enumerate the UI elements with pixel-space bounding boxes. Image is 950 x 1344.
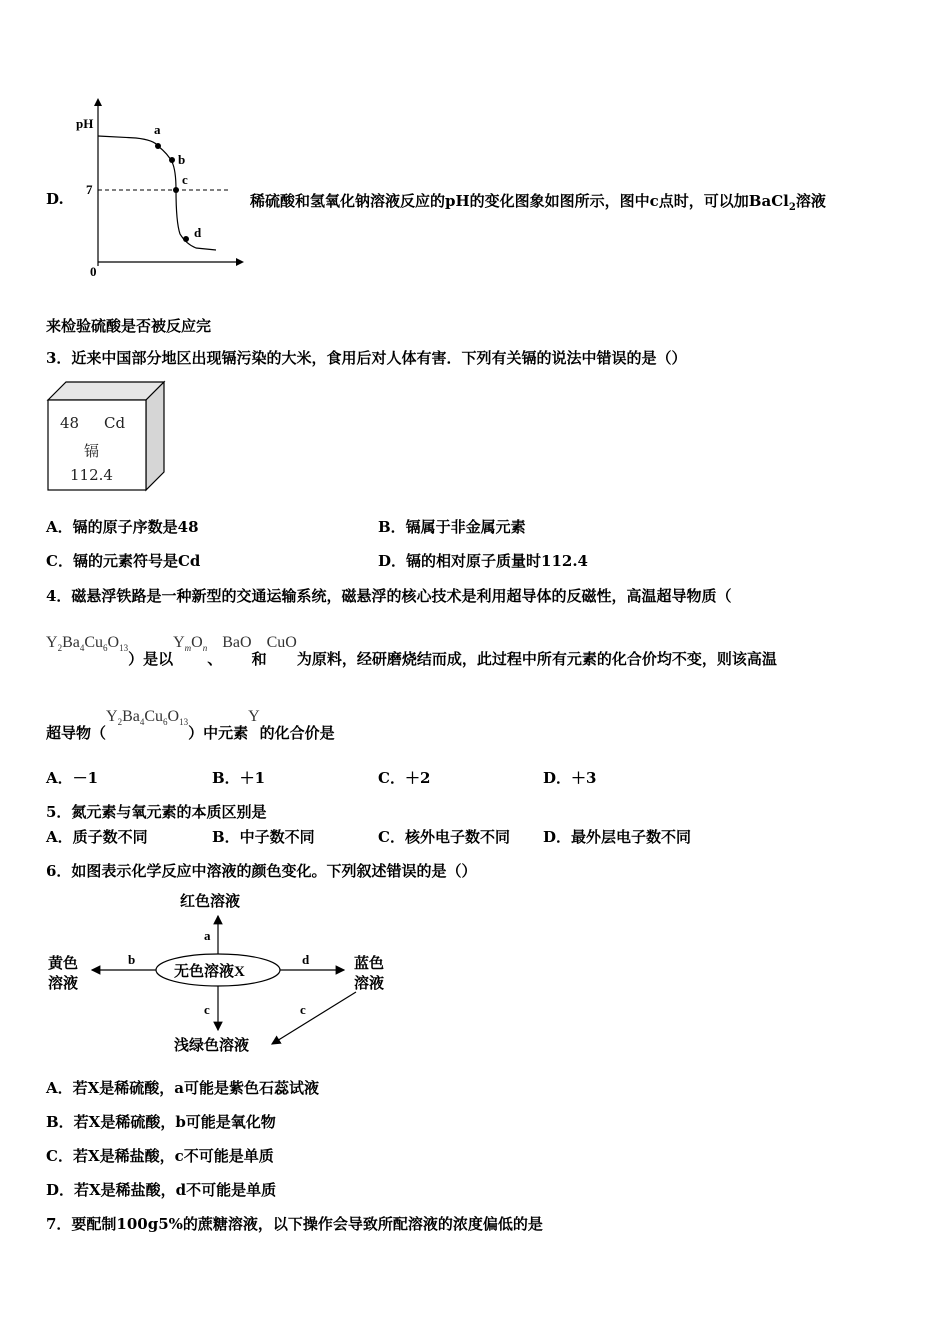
q6-option-c: C．若X是稀盐酸，c不可能是单质 xyxy=(46,1147,274,1165)
left-label-1: 黄色 xyxy=(48,956,79,972)
point-d-label: d xyxy=(194,225,202,240)
ph7-label: 7 xyxy=(86,182,93,197)
q5-option-b: B．中子数不同 xyxy=(212,828,315,846)
element-symbol: Cd xyxy=(104,414,126,432)
q3-option-a: A．镉的原子序数是48 xyxy=(46,518,199,536)
formula-y2ba4cu6o13-2: $Y_2Ba_4Cu_6O_{13}$ xyxy=(106,708,189,728)
q4-option-c: C．＋2 xyxy=(378,769,431,787)
formula-ymon: $Y_mO_n$ xyxy=(173,634,208,654)
x-axis-arrow xyxy=(236,258,244,266)
atomic-number: 48 xyxy=(60,414,80,432)
q6-option-d: D．若X是稀盐酸，d不可能是单质 xyxy=(46,1181,277,1199)
ph-curve-graph xyxy=(66,96,256,286)
element-y: Y xyxy=(248,708,260,725)
q5-stem: 5．氮元素与氧元素的本质区别是 xyxy=(46,803,267,821)
q6-option-a: A．若X是稀硫酸，a可能是紫色石蕊试液 xyxy=(46,1079,319,1097)
top-label: 红色溶液 xyxy=(180,894,241,910)
q5-option-c: C．核外电子数不同 xyxy=(378,828,510,846)
q3-option-d: D．镉的相对原子质量时112.4 xyxy=(378,552,588,570)
label-c2: c xyxy=(300,1002,306,1017)
q2-option-d-label: D. xyxy=(46,190,64,208)
q2-option-d-text: 稀硫酸和氢氧化钠溶液反应的pH的变化图象如图所示，图中c点时，可以加BaCl$_2$溶液 xyxy=(250,192,826,213)
q3-option-b: B．镉属于非金属元素 xyxy=(378,518,526,536)
atomic-mass: 112.4 xyxy=(70,466,113,484)
q4-option-a: A．－1 xyxy=(46,769,99,787)
formula-y2ba4cu6o13: $Y_2Ba_4Cu_6O_{13}$ xyxy=(46,634,129,654)
q4-option-b: B．＋1 xyxy=(212,769,266,787)
label-b: b xyxy=(128,952,136,967)
q5-option-d: D．最外层电子数不同 xyxy=(543,828,692,846)
q3-stem: 3．近来中国部分地区出现镉污染的大米，食用后对人体有害．下列有关镉的说法中错误的是（） xyxy=(46,349,687,367)
formula-bao: BaO xyxy=(222,634,252,651)
point-b xyxy=(169,157,175,163)
q6-stem: 6．如图表示化学反应中溶液的颜色变化。下列叙述错误的是（） xyxy=(46,862,477,880)
formula-cuo: CuO xyxy=(266,634,297,651)
center-label: 无色溶液X xyxy=(174,964,245,980)
right-label-2: 溶液 xyxy=(354,976,385,992)
q3-option-c: C．镉的元素符号是Cd xyxy=(46,552,201,570)
cadmium-element-card xyxy=(46,380,166,492)
label-d: d xyxy=(302,952,310,967)
y-axis-arrow xyxy=(94,98,102,106)
q2-option-d-text-cont: 来检验硫酸是否被反应完 xyxy=(46,317,212,335)
bacl2-subscript: 2 xyxy=(788,202,796,213)
q4-option-d: D．＋3 xyxy=(543,769,597,787)
point-a-label: a xyxy=(154,122,161,137)
q4-stem-line3: 超导物$(Y_2Ba_4Cu_6O_{13})$中元素Y的化合价是 xyxy=(46,708,335,742)
bottom-label: 浅绿色溶液 xyxy=(174,1038,250,1054)
point-a xyxy=(155,143,161,149)
arrow-c2 xyxy=(272,992,356,1044)
point-b-label: b xyxy=(178,152,186,167)
label-a: a xyxy=(204,928,211,943)
left-label-2: 溶液 xyxy=(48,976,79,992)
color-change-diagram xyxy=(40,884,400,1060)
y-axis-label: pH xyxy=(76,116,94,131)
right-label-1: 蓝色 xyxy=(354,956,385,972)
q5-option-a: A．质子数不同 xyxy=(46,828,148,846)
point-d xyxy=(183,236,189,242)
origin-label: 0 xyxy=(90,264,97,279)
element-name: 镉 xyxy=(84,442,100,460)
point-c-label: c xyxy=(182,172,188,187)
label-c1: c xyxy=(204,1002,210,1017)
q4-stem-line1: 4．磁悬浮铁路是一种新型的交通运输系统，磁悬浮的核心技术是利用超导体的反磁性，高温超导物质（ xyxy=(46,587,732,605)
q7-stem: 7．要配制100g5%的蔗糖溶液，以下操作会导致所配溶液的浓度偏低的是 xyxy=(46,1215,543,1233)
q6-option-b: B．若X是稀硫酸，b可能是氧化物 xyxy=(46,1113,276,1131)
q4-stem-line2: $Y_2Ba_4Cu_6O_{13}$）是以$Y_mO_n$、BaO和CuO为原料，经研磨烧结而成，此过程中所有元素的化合价均不变，则该高温 xyxy=(46,634,777,668)
point-c xyxy=(173,187,179,193)
